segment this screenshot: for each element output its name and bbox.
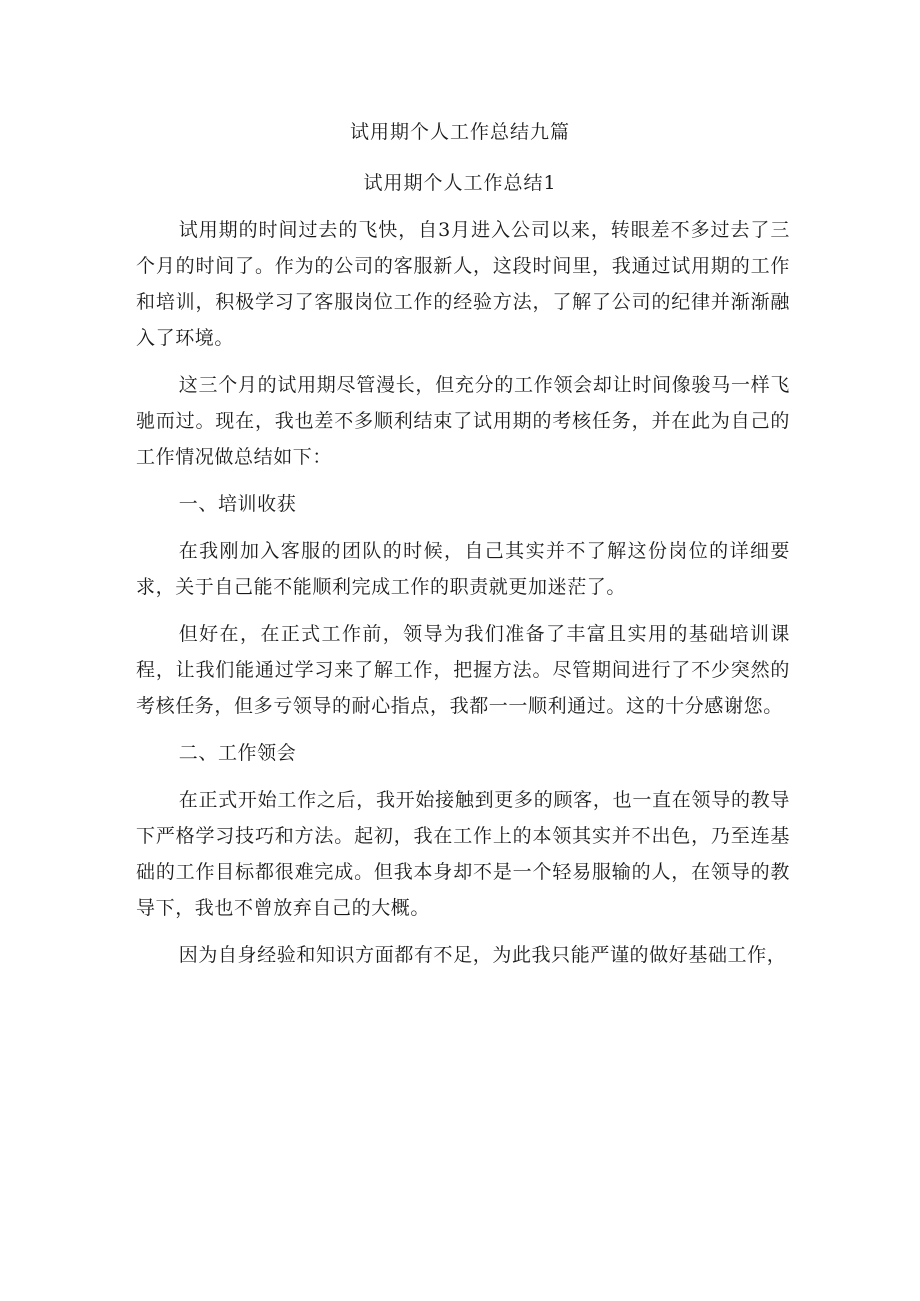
- paragraph: 这三个月的试用期尽管漫长，但充分的工作领会却让时间像骏马一样飞驰而过。现在，我也差不多顺利结束了试用期的考核任务，并在此为自己的工作情况做总结如下：: [136, 374, 790, 468]
- paragraph: 试用期的时间过去的飞快，自3月进入公司以来，转眼差不多过去了三个月的时间了。作为的公司的客服新人，这段时间里，我通过试用期的工作和培训，积极学习了客服岗位工作的经验方法，了解了公司的纪律并渐渐融入了环境。: [136, 219, 790, 349]
- section-heading: 二、工作领会: [178, 742, 297, 764]
- section-heading: 一、培训收获: [178, 493, 297, 515]
- paragraph: 在正式开始工作之后，我开始接触到更多的顾客，也一直在领导的教导下严格学习技巧和方法。起初，我在工作上的本领其实并不出色，乃至连基础的工作目标都很难完成。但我本身却不是一个轻易服输的人，在领导的教导下，我也不曾放弃自己的大概。: [136, 789, 790, 919]
- section-title: 试用期个人工作总结1: [363, 172, 557, 194]
- document-title: 试用期个人工作总结九篇: [349, 121, 570, 143]
- document-body: [136, 212, 790, 984]
- paragraph: 在我刚加入客服的团队的时候，自己其实并不了解这份岗位的详细要求，关于自己能不能顺利完成工作的职责就更加迷茫了。: [136, 540, 790, 598]
- paragraph: 因为自身经验和知识方面都有不足，为此我只能严谨的做好基础工作，: [178, 944, 787, 966]
- paragraph: 但好在，在正式工作前，领导为我们准备了丰富且实用的基础培训课程，让我们能通过学习来了解工作，把握方法。尽管期间进行了不少突然的考核任务，但多亏领导的耐心指点，我都一一顺利通过。这的十分感谢您。: [136, 623, 790, 717]
